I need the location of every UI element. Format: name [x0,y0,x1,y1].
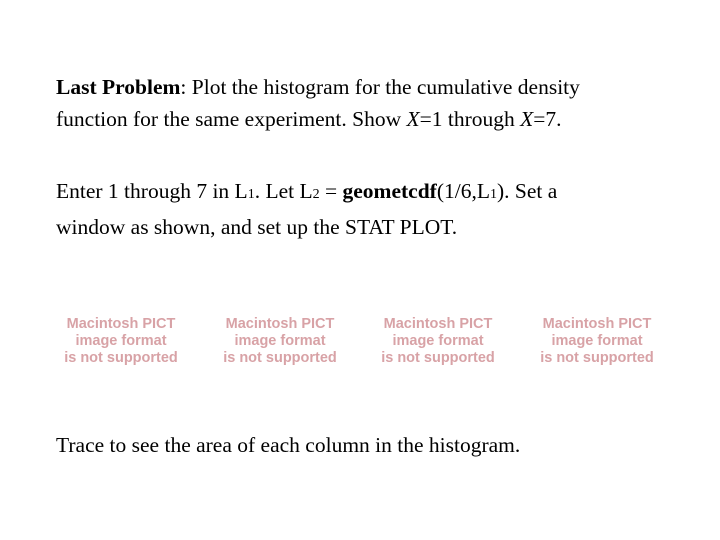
pict-placeholder-line1: Macintosh PICT [542,316,652,332]
list-subscript-3: 1 [489,187,497,202]
pict-placeholder-line1: Macintosh PICT [225,316,335,332]
pict-placeholder-3 [371,316,505,367]
problem-range-end: =7. [533,107,562,131]
variable-x-2: X [520,107,534,131]
pict-placeholder-line3: is not supported [540,350,654,366]
pict-placeholder-1 [54,316,188,367]
pict-placeholder-line3: is not supported [381,350,495,366]
pict-placeholder-line2: image format [551,333,643,349]
pict-placeholder-4 [530,316,664,367]
function-name: geometcdf [342,179,437,203]
problem-line1: : Plot the histogram for the cumulative density [180,75,580,99]
pict-placeholder-line2: image format [75,333,167,349]
instructions-part-d: (1/6,L [436,179,490,203]
problem-range-start: =1 through [419,107,521,131]
instructions-part-a: Enter 1 through 7 in L [56,179,248,203]
trace-instruction: Trace to see the area of each column in the histogram. [56,433,521,457]
pict-placeholder-line3: is not supported [223,350,337,366]
instructions-part-e: ). Set a [496,179,558,203]
pict-placeholder-line2: image format [234,333,326,349]
list-subscript-1: 1 [247,187,255,202]
problem-line2: function for the same experiment. Show [56,107,407,131]
instructions-part-b: . Let L [254,179,313,203]
pict-placeholder-line3: is not supported [64,350,178,366]
pict-placeholder-line1: Macintosh PICT [383,316,493,332]
variable-x-1: X [406,107,420,131]
pict-placeholder-2 [213,316,347,367]
problem-label: Last Problem [56,75,181,99]
pict-placeholder-line2: image format [392,333,484,349]
instructions [56,175,557,243]
instructions-line2: window as shown, and set up the STAT PLOT. [56,215,458,239]
list-subscript-2: 2 [312,187,320,202]
pict-placeholder-line1: Macintosh PICT [66,316,176,332]
instructions-part-c: = [319,179,343,203]
problem-statement [56,71,580,135]
